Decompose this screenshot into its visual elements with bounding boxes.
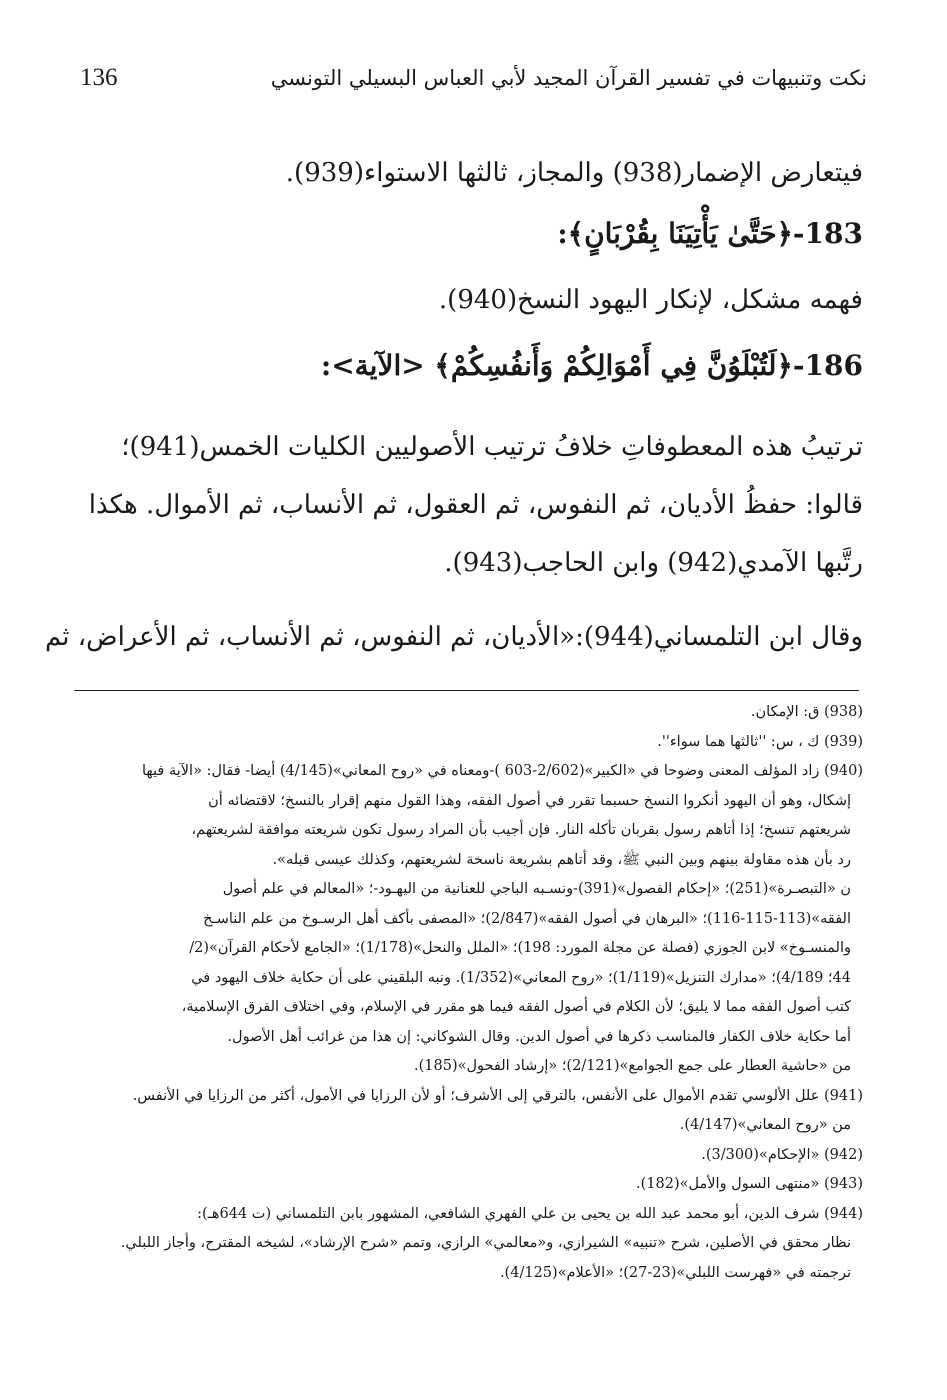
footnote-line: ن «التبصـرة»(251)؛ «إحكام الفصول»(391)-ونسـبه الباجي للعنانية من اليهـود-؛ «المعالم في علم أصول [222,881,851,897]
footnote-line: الفقه»(113-115-116)؛ «البرهان في أصول الفقه»(2/847)؛ «المصفى بأكف أهل الرسـوخ من علم الناسـخ [203,910,851,927]
footnote-line: والمنسـوخ» لابن الجوزي (فصلة عن مجلة المورد: 198)؛ «الملل والنحل»(1/178)؛ «الجامع لأحكام القرآن»(2/ [189,940,851,956]
footnote-line: من «حاشية العطار على جمع الجوامع»(2/121)؛ «إرشاد الفحول»(185). [414,1058,851,1074]
footnote-line: ترجمته في «فهرست اللبلي»(23-27)؛ «الأعلام»(4/125). [499,1264,851,1281]
footnote-line: شريعتهم تنسخ؛ إذا أتاهم رسول بقربان تأكله النار. فإن أجيب بأن المراد رسول تكون شريعته موافقة لشريعتهم، [191,822,851,838]
footnote-line: أما حكاية خلاف الكفار فالمناسب ذكرها في أصول الدين. وقال الشوكاني: إن هذا من غرائب أهل الأصول. [227,1028,851,1045]
text-line: فيتعارض الإضمار(938) والمجاز، ثالثها الاستواء(939). [285,158,863,188]
footnote-939: (939) ك ، س: ''ثالثها هما سواء''. [657,733,863,750]
footnote-944: (944) شرف الدين، أبو محمد عبد الله بن يحيى بن علي الفهري الشافعي، المشهور بابن التلمساني (ت 644هـ): [197,1205,863,1222]
page-number: 136 [80,64,118,91]
paragraph-gap [76,402,863,418]
footnote-938: (938) ق: الإمكان. [750,704,863,720]
footnote-943: (943) «منتهى السول والأمل»(182). [636,1176,863,1192]
text-line: قالوا: حفظُ الأديان، ثم النفوس، ثم العقول، ثم الأنساب، ثم الأموال. هكذا [88,490,863,520]
running-title: نكت وتنبيهات في تفسير القرآن المجيد لأبي العباس البسيلي التونسي [270,66,867,90]
footnote-line: رد بأن هذه مقاولة بينهم وبين النبي ﷺ، وقد أتاهم بشريعة ناسخة لشريعتهم، وكذلك عيسى قبله». [272,851,851,868]
verse-heading: 183-﴿حَتَّىٰ يَأْتِيَنَا بِقُرْبَانٍ﴾: [557,217,863,250]
verse-heading: 186-﴿لَتُبْلَوُنَّ فِي أَمْوَالِكُمْ وَأَنفُسِكُمْ﴾ <الآية>: [320,349,863,382]
footnotes [86,698,863,1288]
text-line: فهمه مشكل، لإنكار اليهود النسخ(940). [438,285,863,315]
text-line: رتَّبها الآمدي(942) وابن الحاجب(943). [444,548,863,578]
footnote-line: إشكال، وهو أن اليهود أنكروا النسخ حسبما تقرر في أصول الفقه، وهذا القول منهم إقرار بالنسخ؛ لاقتضائه أن [208,792,851,809]
text-line: ترتيبُ هذه المعطوفاتِ خلافُ ترتيب الأصوليين الكليات الخمس(941)؛ [121,432,863,462]
footnote-line: من «روح المعاني»(4/147). [679,1117,851,1133]
main-text [44,148,863,666]
footnote-separator [74,690,859,691]
footnote-line: 44؛ 4/189)؛ «مدارك التنزيل»(1/119)؛ «روح المعاني»(1/352). ونبه البلقيني على أن حكاية خلاف اليهود في [191,969,851,986]
footnote-line: كتب أصول الفقه مما لا يليق؛ لأن الكلام في أصول الفقه فيما هو مقرر في الإسلام، وفي اختلاف الفرق الإسلامية، [181,999,851,1015]
footnote-line: نظار محقق في الأصلين، شرح «تنبيه» الشيرازي، و«معالمي» الرازي، وتمم «شرح الإرشاد»، لشيخه المقترح، وأجاز اللبلي. [120,1235,851,1251]
text-line: وقال ابن التلمساني(944):«الأديان، ثم النفوس، ثم الأنساب، ثم الأعراض، ثم [44,622,863,652]
footnote-941: (941) علل الألوسي تقدم الأموال على الأنفس، بالترقي إلى الأشرف؛ أو لأن الرزايا في الأمول، أكثر من الرزايا في الأنفس. [132,1087,863,1104]
page-header [80,62,867,106]
footnote-942: (942) «الإحكام»(3/300). [701,1146,863,1163]
paragraph-gap [76,592,863,608]
footnote-940: (940) زاد المؤلف المعنى وضوحا في «الكبير»(2/602-603 )-ومعناه في «روح المعاني»(4/145) أيضا- فقال: «الآية فيها [141,763,863,779]
